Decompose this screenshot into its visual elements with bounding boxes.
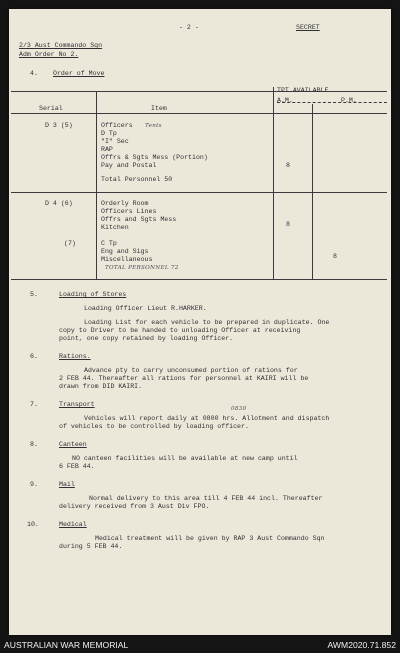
paragraph-title: Canteen xyxy=(59,441,87,448)
paragraph-line: copy to Driver to be handed to unloading Officer at receiving xyxy=(59,327,301,334)
item-line: D Tp xyxy=(101,130,117,137)
handwritten-time-note: 0830 xyxy=(231,406,247,412)
classification-marking: SECRET xyxy=(296,24,320,31)
item-line: Eng and Sigs xyxy=(101,248,149,255)
pm-count: 8 xyxy=(333,253,337,260)
archive-footer xyxy=(0,637,400,653)
section-number: 4. xyxy=(30,70,38,77)
serial-header: Serial xyxy=(39,105,63,112)
handwritten-total-personnel: TOTAL PERSONNEL 72 xyxy=(105,265,179,271)
paragraph-line: delivery received from 3 Aust Div FPO. xyxy=(59,503,210,510)
serial-cell: D 3 (5) xyxy=(45,122,73,129)
unit-heading: 2/3 Aust Commando Sqn xyxy=(19,42,103,49)
am-count: 8 xyxy=(286,221,290,228)
paragraph-title: Transport xyxy=(59,401,95,408)
paragraph-line: NO canteen facilities will be available at new camp until xyxy=(72,455,298,462)
paragraph-title: Mail xyxy=(59,481,75,488)
handwritten-note: Tents xyxy=(145,123,162,129)
paragraph-line: Advance pty to carry unconsumed portion of rations for xyxy=(84,367,298,374)
order-reference: Adm Order No 2. xyxy=(19,51,79,58)
accession-number: AWM2020.71.852 xyxy=(327,640,396,650)
pm-header: P.M. xyxy=(341,97,357,104)
paragraph-number: 10. xyxy=(27,521,39,528)
paragraph-title: Loading of Stores xyxy=(59,291,127,298)
am-count: 8 xyxy=(286,162,290,169)
paragraph-line: Medical treatment will be given by RAP 3 Aust Commando Sqn xyxy=(95,535,325,542)
document-page xyxy=(9,9,391,635)
serial-cell: (7) xyxy=(64,240,76,247)
am-header: A.M. xyxy=(277,97,293,104)
item-line: Offrs and Sgts Mess xyxy=(101,216,177,223)
paragraph-title: Rations. xyxy=(59,353,91,360)
paragraph-line: Loading List for each vehicle to be prepared in duplicate. One xyxy=(84,319,330,326)
paragraph-line: Normal delivery to this area till 4 FEB 44 incl. Thereafter xyxy=(89,495,323,502)
serial-cell: D 4 (6) xyxy=(45,200,73,207)
paragraph-line: Vehicles will report daily at 0800 hrs. Allotment and dispatch xyxy=(84,415,330,422)
paragraph-title: Medical xyxy=(59,521,87,528)
item-line: C Tp xyxy=(101,240,117,247)
paragraph-line: drawn from DID KAIRI. xyxy=(59,383,143,390)
paragraph-line: 2 FEB 44. Thereafter all rations for personnel at KAIRI will be xyxy=(59,375,309,382)
section-title: Order of Move xyxy=(53,70,105,77)
paragraph-line: 6 FEB 44. xyxy=(59,463,95,470)
item-line: Officers Lines xyxy=(101,208,157,215)
paragraph-number: 7. xyxy=(30,401,38,408)
paragraph-line: point, one copy retained by loading Officer. xyxy=(59,335,234,342)
paragraph-line: during 5 FEB 44. xyxy=(59,543,123,550)
item-line: Miscellaneous xyxy=(101,256,153,263)
paragraph-number: 6. xyxy=(30,353,38,360)
item-line: Orderly Room xyxy=(101,200,149,207)
item-line: Offrs & Sgts Mess (Portion) xyxy=(101,154,208,161)
item-line: Pay and Postal xyxy=(101,162,157,169)
item-line: "I" Sec xyxy=(101,138,129,145)
archive-name: AUSTRALIAN WAR MEMORIAL xyxy=(4,640,129,650)
paragraph-number: 8. xyxy=(30,441,38,448)
paragraph-line: of vehicles to be controlled by loading officer. xyxy=(59,423,249,430)
item-line: RAP xyxy=(101,146,113,153)
paragraph-number: 9. xyxy=(30,481,38,488)
page-number: - 2 - xyxy=(179,24,199,31)
total-personnel: Total Personnel 50 xyxy=(101,176,173,183)
paragraph-line: Loading Officer Lieut R.HARKER. xyxy=(84,305,207,312)
available-header: TPT AVAILABLE xyxy=(277,87,329,94)
item-line: Kitchen xyxy=(101,224,129,231)
paragraph-number: 5. xyxy=(30,291,38,298)
item-header: Item xyxy=(151,105,167,112)
item-line: Officers xyxy=(101,122,133,129)
